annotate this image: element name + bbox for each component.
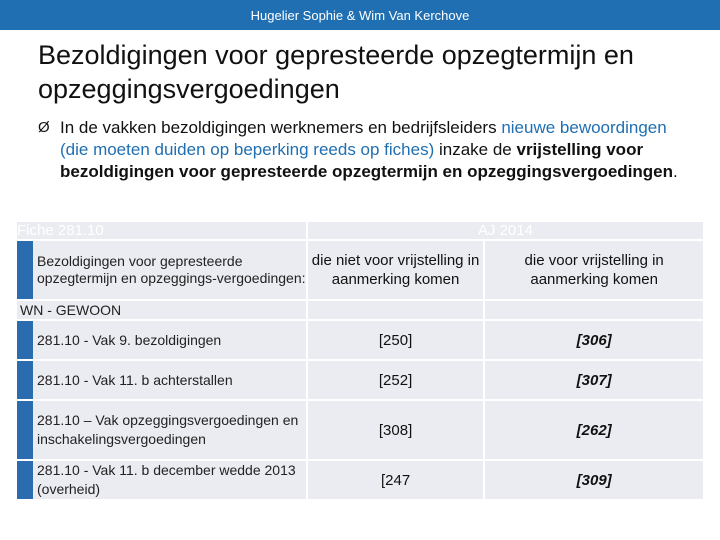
row-value-not-exempt: [252] — [308, 361, 484, 399]
bullet-text-end: . — [673, 162, 678, 181]
header-text: Hugelier Sophie & Wim Van Kerchove — [250, 7, 470, 23]
bullet-text-bold: vrijstelling voor bezoldigingen voor gepresteerde opzegtermijn en opzeggingsvergoedingen — [60, 140, 674, 181]
table-subheader-row — [17, 241, 703, 299]
column-header-exempt: die voor vrijstelling in aanmerking komen — [485, 241, 703, 299]
row-value-not-exempt: [247 — [308, 461, 484, 499]
row-value-not-exempt: [308] — [308, 401, 484, 459]
table-row — [17, 461, 703, 499]
row-label: 281.10 – Vak opzeggingsvergoedingen en inschakelingsvergoedingen — [17, 401, 306, 459]
header-bar — [0, 0, 720, 30]
fiche-table — [15, 220, 705, 501]
row-label: 281.10 - Vak 9. bezoldigingen — [17, 321, 306, 359]
bullet-text — [60, 117, 678, 183]
arrow-bullet-icon: Ø — [38, 119, 50, 136]
fiche-header: Fiche 281.10 — [17, 222, 306, 239]
table-row — [17, 401, 703, 459]
row-value-exempt: [262] — [485, 401, 703, 459]
bullet-text-part1: In de vakken bezoldigingen werknemers en bedrijfsleiders — [60, 118, 502, 137]
table-row — [17, 321, 703, 359]
row-label: 281.10 - Vak 11. b achterstallen — [17, 361, 306, 399]
table-row — [17, 361, 703, 399]
table-section-row — [17, 301, 703, 319]
row-value-exempt: [306] — [485, 321, 703, 359]
section-label-wn: WN - GEWOON — [17, 301, 306, 319]
section-empty-cell — [485, 301, 703, 319]
slide-title: Bezoldigingen voor gepresteerde opzegtermijn en opzeggingsvergoedingen — [38, 40, 634, 104]
row-label: 281.10 - Vak 11. b december wedde 2013 (overheid) — [17, 461, 306, 499]
bullet-text-part3: inzake de — [434, 140, 517, 159]
table-header-row — [17, 222, 703, 239]
column-header-not-exempt: die niet voor vrijstelling in aanmerking komen — [308, 241, 484, 299]
row-value-exempt: [307] — [485, 361, 703, 399]
section-empty-cell — [308, 301, 484, 319]
row-value-exempt: [309] — [485, 461, 703, 499]
row-value-not-exempt: [250] — [308, 321, 484, 359]
bullet-point — [38, 117, 678, 183]
bullet-text-highlight: nieuwe bewoordingen (die moeten duiden op beperking reeds op fiches) — [60, 118, 667, 159]
aj-header: AJ 2014 — [308, 222, 703, 239]
description-cell: Bezoldigingen voor gepresteerde opzegtermijn en opzeggings-vergoedingen: — [17, 241, 306, 299]
